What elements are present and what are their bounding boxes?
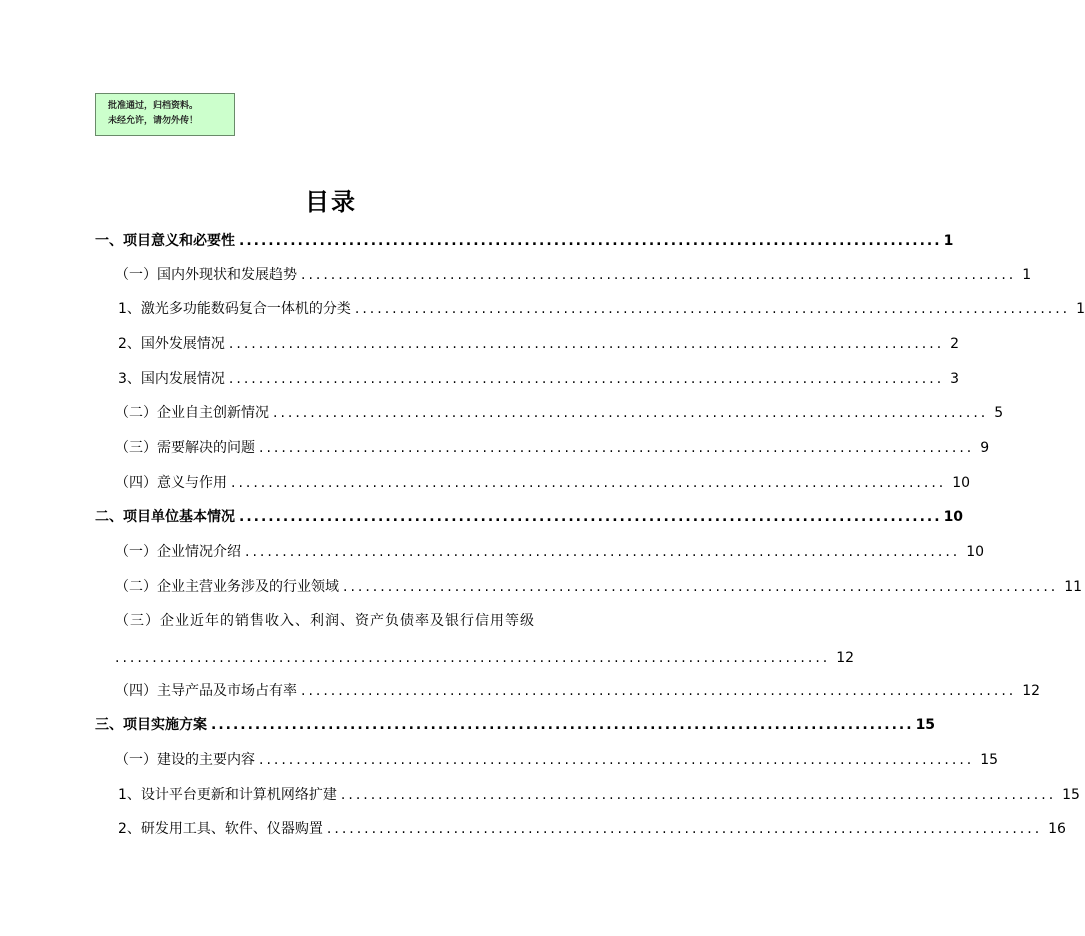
toc-entry-1-1-1[interactable] xyxy=(118,299,1085,319)
toc-entry-label: （二）企业自主创新情况 xyxy=(115,405,269,421)
toc-entry-label: （四）主导产品及市场占有率 xyxy=(115,683,297,699)
toc-leader-dots: ................................................................................................ xyxy=(239,233,942,249)
toc-entry-page: 1 xyxy=(943,233,954,249)
toc-entry-section-3[interactable] xyxy=(95,715,936,735)
toc-leader-dots: ................................................................................................ xyxy=(340,787,1057,803)
toc-entry-page: 16 xyxy=(1048,821,1066,837)
toc-entry-section-2[interactable] xyxy=(95,507,964,527)
toc-leader-dots: ................................................................................................ xyxy=(273,405,989,421)
toc-entry-3-1-1[interactable] xyxy=(118,785,1080,805)
toc-entry-2-3-continuation[interactable] xyxy=(115,648,855,668)
toc-entry-1-2[interactable] xyxy=(115,403,1004,423)
toc-leader-dots: ................................................................................................ xyxy=(115,650,831,666)
toc-entry-page: 5 xyxy=(994,405,1004,421)
toc-entry-page: 15 xyxy=(915,717,936,733)
toc-leader-dots: ................................................................................................ xyxy=(239,509,942,525)
toc-leader-dots: ................................................................................................ xyxy=(343,579,1059,595)
toc-leader-dots: ................................................................................................ xyxy=(228,371,945,387)
toc-entry-3-1-2[interactable] xyxy=(118,819,1066,839)
toc-entry-label: 二、项目单位基本情况 xyxy=(95,509,235,525)
toc-entry-page: 10 xyxy=(966,544,985,560)
toc-entry-page: 9 xyxy=(980,440,990,456)
toc-entry-page: 1 xyxy=(1076,301,1085,317)
toc-entry-2-2[interactable] xyxy=(115,577,1083,597)
toc-entry-label: （二）企业主营业务涉及的行业领域 xyxy=(115,579,339,595)
toc-entry-2-1[interactable] xyxy=(115,542,985,562)
toc-leader-dots: ................................................................................................ xyxy=(231,475,947,491)
toc-entry-3-1[interactable] xyxy=(115,750,999,770)
toc-entry-page: 15 xyxy=(1062,787,1080,803)
toc-entry-page: 12 xyxy=(1022,683,1041,699)
toc-entry-page: 12 xyxy=(836,650,855,666)
toc-entry-1-3[interactable] xyxy=(115,438,990,458)
toc-entry-label: 2、国外发展情况 xyxy=(118,336,225,352)
toc-entry-page: 1 xyxy=(1022,267,1032,283)
toc-entry-label: （三）需要解决的问题 xyxy=(115,440,255,456)
toc-entry-label: （四）意义与作用 xyxy=(115,475,227,491)
toc-entry-1-1-3[interactable] xyxy=(118,369,960,389)
toc-entry-page: 10 xyxy=(943,509,964,525)
toc-entry-page: 15 xyxy=(980,752,999,768)
approval-notice-box xyxy=(95,93,235,136)
toc-entry-label: （一）企业情况介绍 xyxy=(115,544,241,560)
toc-entry-label: （一）国内外现状和发展趋势 xyxy=(115,267,297,283)
toc-leader-dots: ................................................................................................ xyxy=(326,821,1043,837)
notice-line-1: 批准通过，归档资料。 xyxy=(108,101,199,111)
toc-entry-label: （一）建设的主要内容 xyxy=(115,752,255,768)
toc-entry-1-4[interactable] xyxy=(115,473,971,493)
toc-leader-dots: ................................................................................................ xyxy=(354,301,1071,317)
toc-entry-label: 1、设计平台更新和计算机网络扩建 xyxy=(118,787,337,803)
page-title: 目录 xyxy=(305,188,357,216)
toc-entry-label: 一、项目意义和必要性 xyxy=(95,233,235,249)
toc-leader-dots: ................................................................................................ xyxy=(245,544,961,560)
toc-entry-2-3-label[interactable]: （三）企业近年的销售收入、利润、资产负债率及银行信用等级 xyxy=(115,613,535,629)
toc-entry-label: 1、激光多功能数码复合一体机的分类 xyxy=(118,301,351,317)
toc-entry-1-1[interactable] xyxy=(115,265,1032,285)
toc-leader-dots: ................................................................................................ xyxy=(301,267,1017,283)
toc-entry-page: 3 xyxy=(950,371,960,387)
toc-entry-label: 三、项目实施方案 xyxy=(95,717,207,733)
toc-entry-page: 10 xyxy=(952,475,971,491)
toc-entry-page: 11 xyxy=(1064,579,1083,595)
toc-leader-dots: ................................................................................................ xyxy=(259,440,975,456)
notice-line-2: 未经允许，请勿外传！ xyxy=(108,116,199,126)
toc-leader-dots: ................................................................................................ xyxy=(211,717,914,733)
toc-entry-2-4[interactable] xyxy=(115,681,1041,701)
toc-entry-label: 3、国内发展情况 xyxy=(118,371,225,387)
toc-leader-dots: ................................................................................................ xyxy=(301,683,1017,699)
toc-leader-dots: ................................................................................................ xyxy=(259,752,975,768)
toc-entry-label: 2、研发用工具、软件、仪器购置 xyxy=(118,821,323,837)
toc-entry-1-1-2[interactable] xyxy=(118,334,960,354)
toc-entry-page: 2 xyxy=(950,336,960,352)
toc-leader-dots: ................................................................................................ xyxy=(228,336,945,352)
toc-entry-section-1[interactable] xyxy=(95,231,954,251)
